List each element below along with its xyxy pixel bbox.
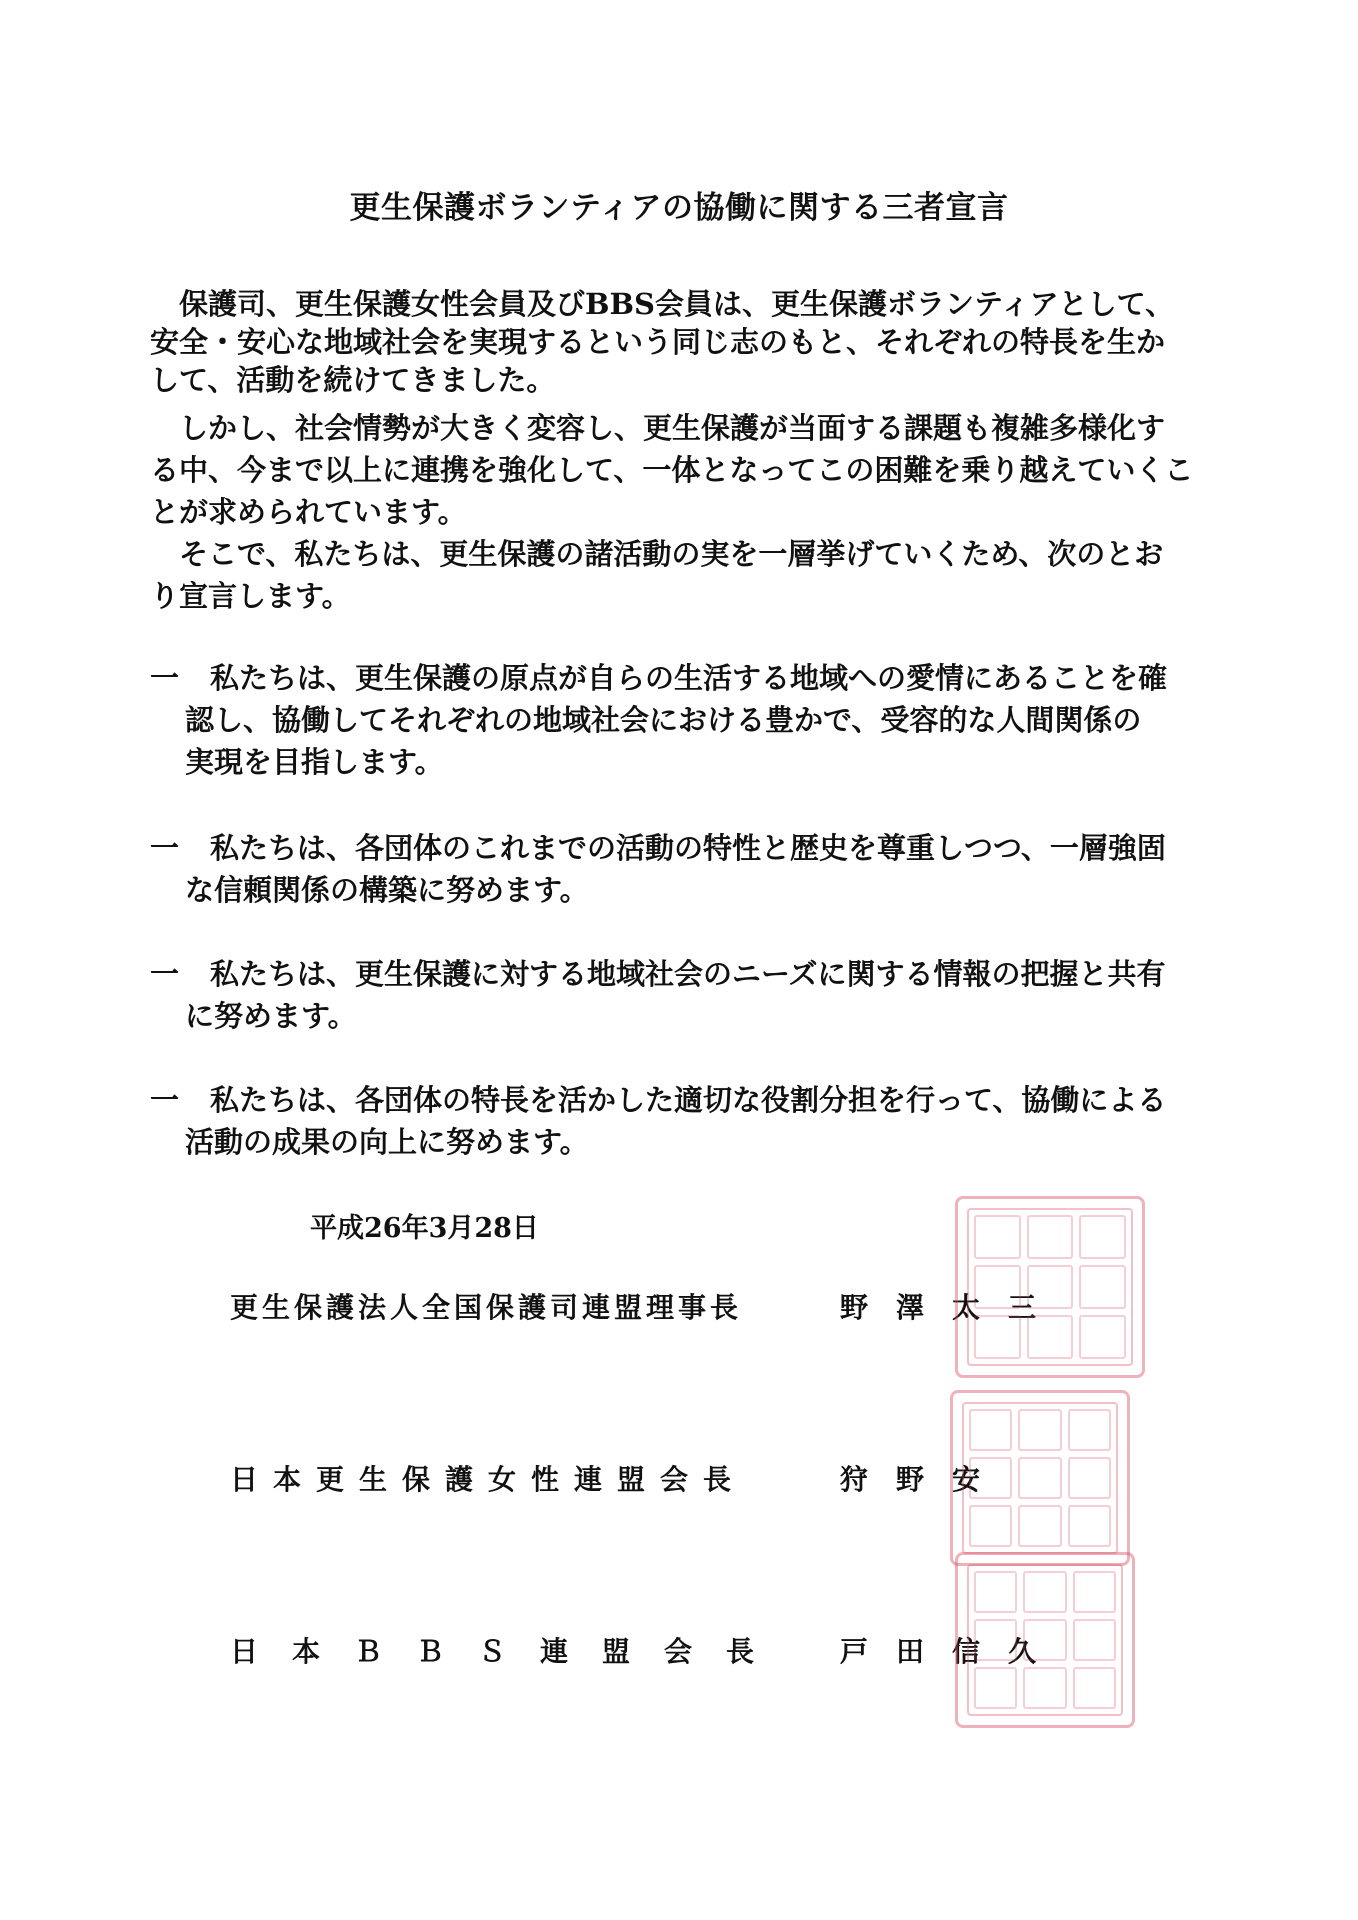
declaration-line: 私たちは、更生保護に対する地域社会のニーズに関する情報の把握と共有 [210, 957, 1166, 991]
signatory-name: 狩 野 安 [840, 1463, 981, 1496]
declaration-line: 活動の成果の向上に努めます。 [185, 1125, 589, 1159]
intro-line: 安全・安心な地域社会を実現するという同じ志のもと、それぞれの特長を生か [150, 325, 1166, 359]
declaration-mark: 一 [150, 1083, 180, 1117]
official-seal-stamp [955, 1196, 1145, 1378]
intro-line: り宣言します。 [150, 579, 351, 613]
signatory-name: 戸 田 信 久 [840, 1635, 1037, 1668]
declaration-date: 平成26年3月28日 [310, 1213, 539, 1244]
official-seal-stamp [950, 1390, 1130, 1566]
intro-line: そこで、私たちは、更生保護の諸活動の実を一層挙げていくため、次のとお [150, 537, 1164, 571]
signatory-organization: 日本更生保護女性連盟会長 [230, 1463, 747, 1496]
declaration-line: 実現を目指します。 [185, 745, 444, 779]
declaration-line: 私たちは、更生保護の原点が自らの生活する地域への愛情にあることを確 [210, 661, 1168, 695]
declaration-mark: 一 [150, 831, 180, 865]
declaration-line: 私たちは、各団体のこれまでの活動の特性と歴史を尊重しつつ、一層強固 [210, 831, 1166, 865]
declaration-line: 私たちは、各団体の特長を活かした適切な役割分担を行って、協働による [210, 1083, 1167, 1117]
intro-line: 保護司、更生保護女性会員及びBBS会員は、更生保護ボランティアとして、 [150, 287, 1175, 321]
declaration-mark: 一 [150, 661, 180, 695]
signatory-organization: 日本ＢＢＳ連盟会長 [230, 1635, 789, 1668]
declaration-line: な信頼関係の構築に努めます。 [185, 873, 589, 907]
declaration-mark: 一 [150, 957, 180, 991]
signatory-organization: 更生保護法人全国保護司連盟理事長 [230, 1291, 743, 1324]
intro-line: る中、今まで以上に連携を強化して、一体となってこの困難を乗り越えていくこ [150, 453, 1194, 487]
declaration-line: 認し、協働してそれぞれの地域社会における豊かで、受容的な人間関係の [185, 703, 1142, 737]
intro-line: して、活動を続けてきました。 [150, 363, 556, 397]
official-seal-stamp [955, 1552, 1135, 1728]
declaration-line: に努めます。 [185, 999, 357, 1033]
intro-line: しかし、社会情勢が大きく変容し、更生保護が当面する課題も複雑多様化す [150, 411, 1166, 445]
signatory-name: 野 澤 太 三 [840, 1291, 1037, 1324]
document-title: 更生保護ボランティアの協働に関する三者宣言 [349, 190, 1009, 226]
intro-line: とが求められています。 [150, 495, 467, 529]
